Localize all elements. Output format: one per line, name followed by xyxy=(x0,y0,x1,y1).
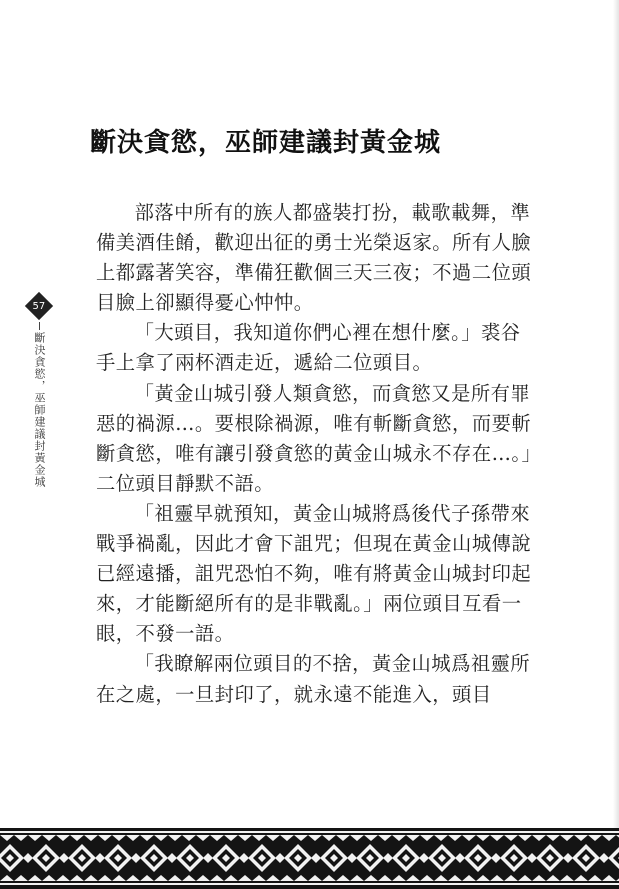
paragraph: 「我瞭解兩位頭目的不捨，黃金山城爲祖靈所在之處，一旦封印了，就永遠不能進入，頭目 xyxy=(96,652,531,706)
side-rule xyxy=(39,322,40,330)
chapter-title: 斷決貪慾，巫師建議封黃金城 xyxy=(90,128,442,158)
body-text xyxy=(96,198,536,710)
page-edge-shadow xyxy=(613,0,619,828)
diamond-pattern-icon xyxy=(0,828,619,889)
page-number: 57 xyxy=(32,300,46,312)
running-head: 斷決貪慾，巫師建議封黃金城 xyxy=(33,332,46,488)
side-marker xyxy=(24,296,54,488)
paragraph: 「祖靈早就預知，黃金山城將爲後代子孫帶來戰爭禍亂，因此才會下詛咒；但現在黃金山城傳說已經遠播，詛咒恐怕不夠，唯有將黃金山城封印起來，才能斷絕所有的是非戰亂。」兩位頭目互看一眼，不發一語。 xyxy=(96,501,532,646)
footer-pattern-band xyxy=(0,828,619,889)
paragraph: 「黃金山城引發人類貪慾，而貪慾又是所有罪惡的禍源…。要根除禍源，唯有斬斷貪慾，而要斬斷貪慾，唯有讓引發貪慾的黃金山城永不存在…。」二位頭目靜默不語。 xyxy=(96,381,532,495)
paragraph: 部落中所有的族人都盛裝打扮，載歌載舞，準備美酒佳餚，歡迎出征的勇士光榮返家。所有人臉上都露著笑容，準備狂歡個三天三夜；不過二位頭目臉上卻顯得憂心忡忡。 xyxy=(96,201,532,315)
page-number-badge xyxy=(25,292,53,320)
paragraph: 「大頭目，我知道你們心裡在想什麼。」裘谷手上拿了兩杯酒走近，遞給二位頭目。 xyxy=(96,321,521,375)
